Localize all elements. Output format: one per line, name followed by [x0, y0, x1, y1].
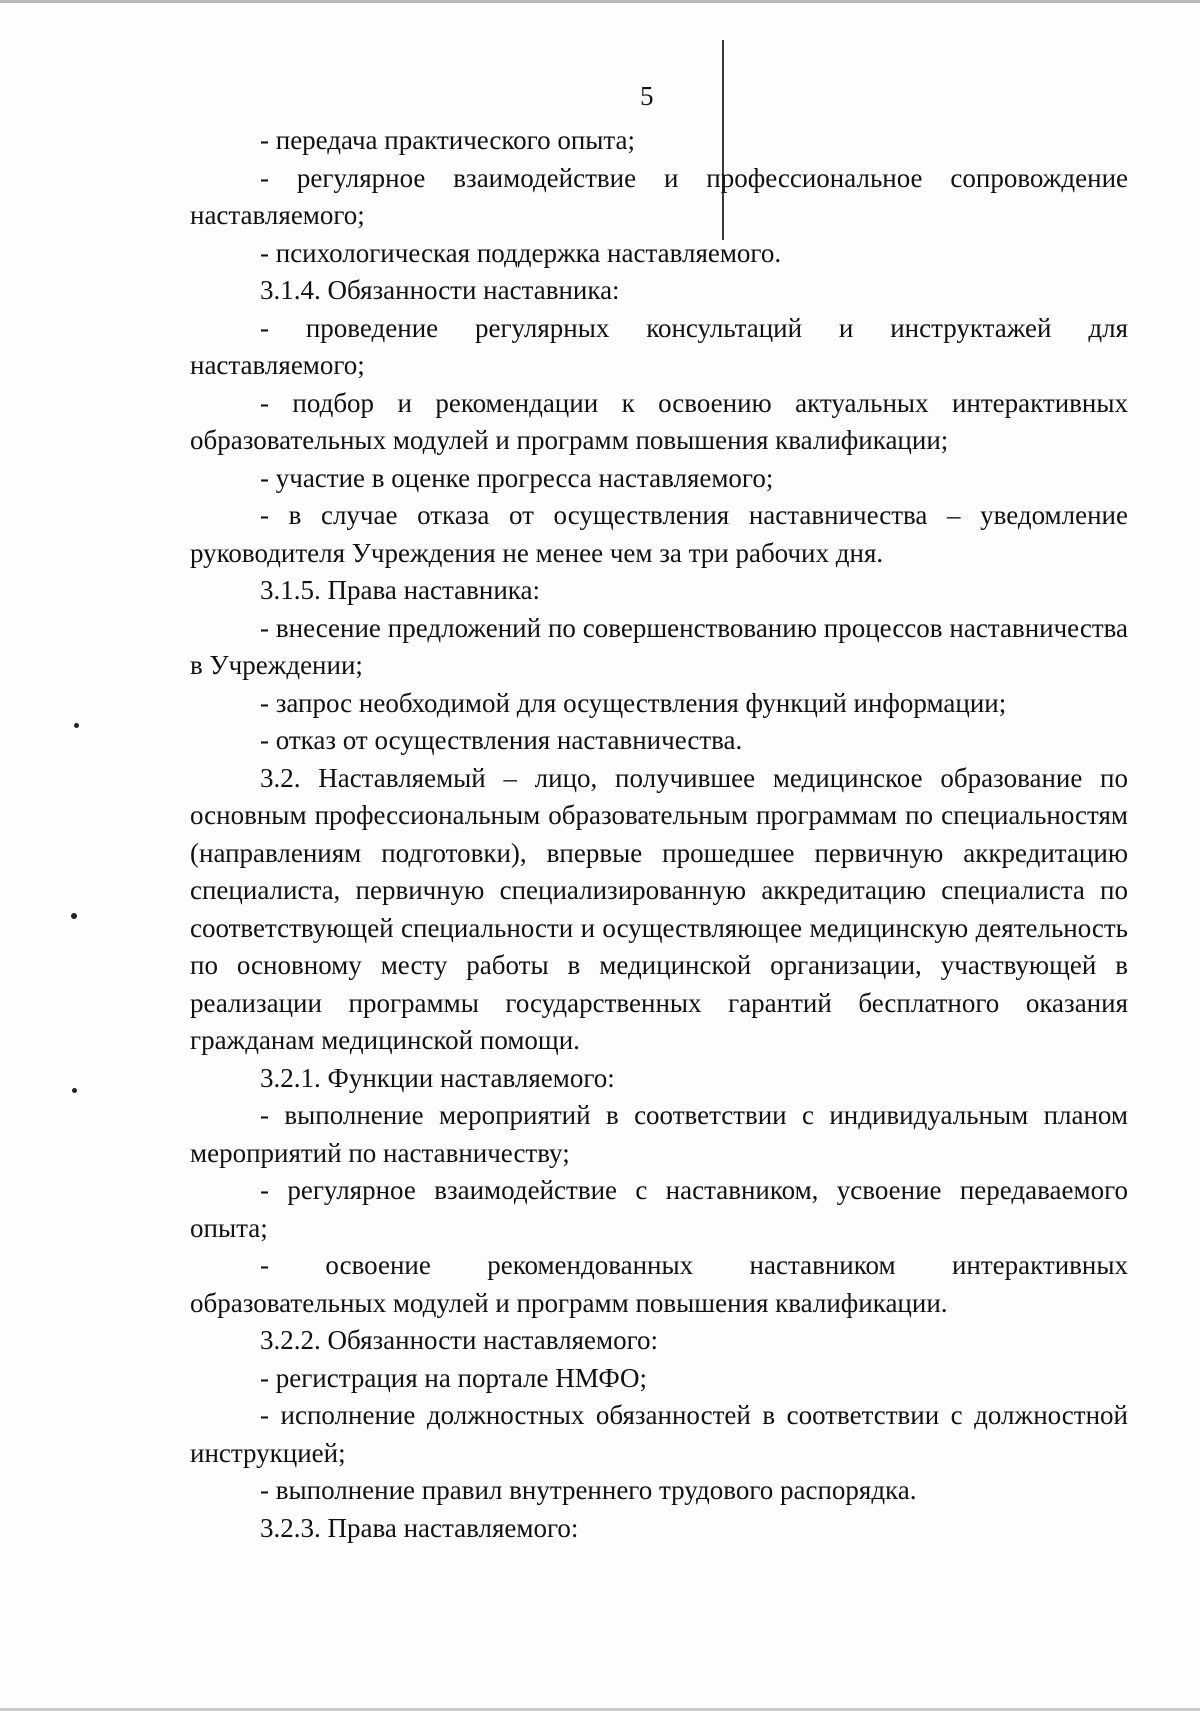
section-heading: 3.1.4. Обязанности наставника: — [260, 275, 620, 305]
paragraph: - выполнение мероприятий в соответствии с индивидуальным планом мероприятий по наставничеству; — [190, 1100, 1128, 1168]
scan-speck — [71, 913, 77, 919]
paragraph: - запрос необходимой для осуществления функций информации; — [260, 687, 1007, 718]
section-heading: 3.2.2. Обязанности наставляемого: — [260, 1325, 658, 1355]
paragraph: - в случае отказа от осуществления наставничества – уведомление руководителя Учреждения не менее чем за три рабочих дня. — [190, 500, 1128, 568]
paragraph: - психологическая поддержка наставляемого. — [260, 237, 782, 268]
paragraph: - передача практического опыта; — [260, 125, 636, 155]
page-number: 5 — [640, 81, 654, 111]
paragraph: - подбор и рекомендации к освоению актуальных интерактивных образовательных модулей и программ повышения квалификации; — [190, 387, 1128, 455]
paragraph: - регулярное взаимодействие и профессиональное сопровождение наставляемого; — [190, 162, 1128, 230]
paragraph: - участие в оценке прогресса наставляемого; — [260, 462, 774, 493]
section-heading: 3.2.3. Права наставляемого: — [260, 1512, 579, 1543]
paragraph: - отказ от осуществления наставничества. — [260, 725, 743, 755]
paragraph: - исполнение должностных обязанностей в соответствии с должностной инструкцией; — [190, 1400, 1128, 1468]
scan-speck — [74, 723, 79, 728]
paragraph: - выполнение правил внутреннего трудового распорядка. — [260, 1475, 917, 1505]
paragraph: - проведение регулярных консультаций и инструктажей для наставляемого; — [190, 312, 1128, 380]
paragraph: - освоение рекомендованных наставником интерактивных образовательных модулей и программ повышения квалификации. — [190, 1250, 1128, 1318]
paragraph: - внесение предложений по совершенствованию процессов наставничества в Учреждении; — [190, 612, 1128, 680]
section-heading: 3.1.5. Права наставника: — [260, 575, 540, 605]
document-body — [190, 122, 1128, 1547]
scan-speck — [72, 1088, 77, 1093]
section-paragraph: 3.2. Наставляемый – лицо, получившее медицинское образование по основным профессиональным образовательным программам по специальностям (направлениям подготовки), впервые прошедшее первичную аккредитацию специалиста, первичную специализированную аккредитацию специалиста по соответствующей специальности и осуществляющее медицинскую деятельность по основному месту работы в медицинской организации, участвующей в реализации программы государственных гарантий бесплатного оказания гражданам медицинской помощи. — [190, 762, 1128, 1055]
paragraph: - регулярное взаимодействие с наставником, усвоение передаваемого опыта; — [190, 1175, 1128, 1243]
paragraph: - регистрация на портале НМФО; — [260, 1362, 648, 1393]
section-heading: 3.2.1. Функции наставляемого: — [260, 1062, 615, 1093]
scan-top-edge — [0, 0, 1200, 3]
